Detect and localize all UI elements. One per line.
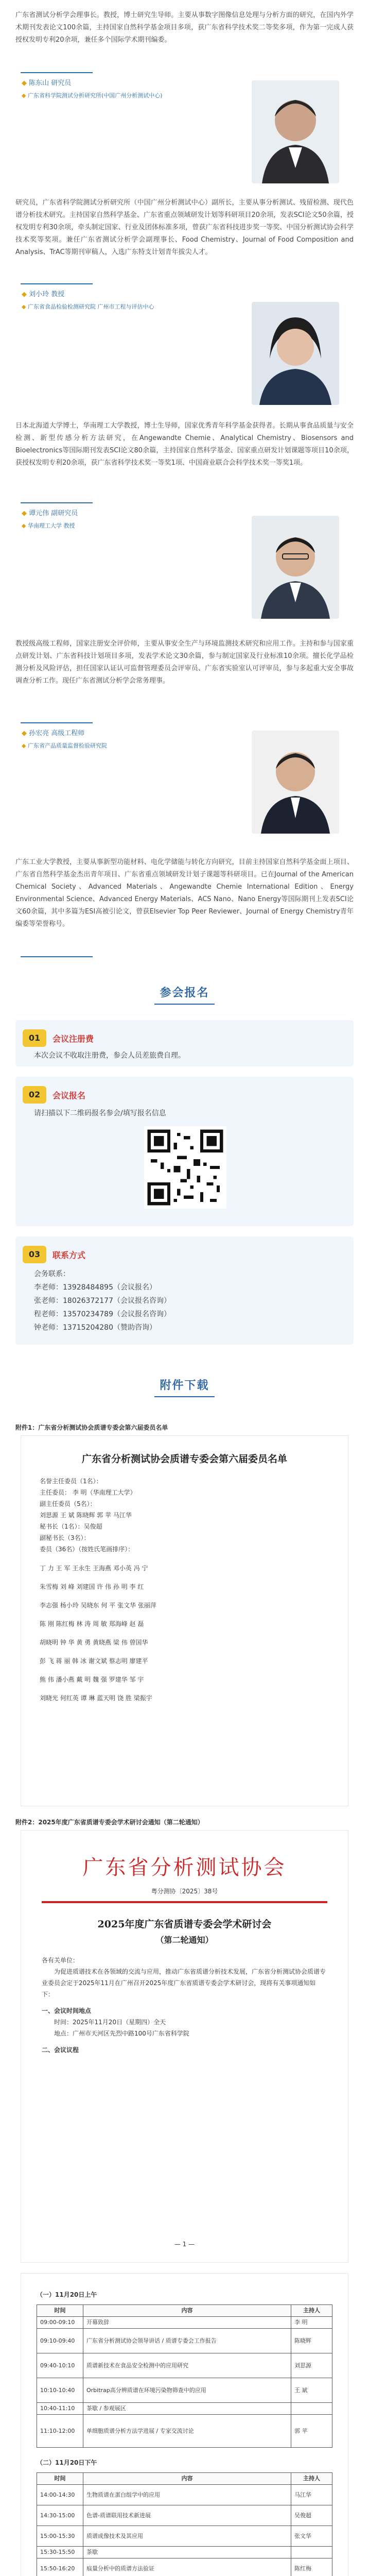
speaker-head-2 [15, 286, 354, 389]
step-number: 01 [23, 1029, 46, 1047]
agenda-header-cell: 主持人 [291, 2305, 332, 2317]
attachment-2-notice-page-2 [21, 2273, 348, 2576]
speaker-org: ◆ 广东省产品质量监督检验研究院 [22, 742, 107, 749]
speaker-block-3 [15, 420, 354, 469]
divider [21, 956, 93, 957]
step-body: 本次会议不收取注册费，参会人员差旅费自理。 [34, 1052, 185, 1060]
speaker-head-1 [15, 75, 354, 178]
document-title: 广东省分析测试协会质谱专委会第六届委员名单 [81, 1453, 287, 1465]
table-row: 10:40-11:10 茶歇 / 参观展区 [37, 2403, 332, 2415]
agenda-header-cell: 内容 [83, 2305, 291, 2317]
document-line: 秘书长（1名）：吴俊超 [40, 1523, 102, 1530]
registration-section-title: 参会报名 [160, 987, 209, 999]
document-line: 委员（36名）（按姓氏笔画排序）： [40, 1546, 134, 1553]
section-title-underline [0, 1004, 369, 1006]
document-line: 刘晓光 何红英 谭 琳 蓝天明 饶 胜 梁振宇 [40, 1694, 152, 1702]
attachments-section-title: 附件下载 [160, 1379, 209, 1392]
red-divider [42, 1901, 327, 1903]
registration-step-1 [15, 1020, 354, 1066]
contact-item: 程老师：13570234789（会议报名咨询） [34, 1310, 171, 1318]
notice-round: （第二轮通知） [155, 1935, 214, 1945]
table-row: 11:10-12:00 单细胞质谱分析方法学进展 / 专家交流讨论 郭 苹 [37, 2415, 332, 2448]
registration-step-3 [15, 1236, 354, 1345]
table-row: 15:00-15:30 质谱成像技术及其应用 张文华 [37, 2526, 332, 2547]
greeting: 各有关单位： [42, 1957, 79, 1964]
heading: 一、会议时间地点 [42, 2007, 92, 2014]
speaker-head-3 [15, 505, 354, 608]
speaker-name: ◆ 谭元伟 副研究员 [22, 510, 78, 517]
document-line: 刘思源 王 斌 陈晓辉 郭 苹 马江华 [40, 1512, 132, 1519]
agenda-header-cell: 主持人 [291, 2473, 332, 2485]
notice-title: 2025年度广东省质谱专委会学术研讨会 [97, 1919, 272, 1930]
document-number: 粤分测协〔2025〕38号 [151, 1888, 218, 1895]
table-row: 10:10-10:40 Orbitrap高分辨质谱在环境污染物筛查中的应用 王 斌 [37, 2378, 332, 2403]
speaker-bio: 广东省测试分析学会理事长。教授，博士研究生导师。主要从事数字图像信息处理与分析方面的研究，在国内外学术期刊发表论文100余篇，主持国家自然科学基金项目多项，获广东省科学技术奖二等奖多项，作为第一完成人获授权发明专利20余项，兼任多个国际学术期刊编委。 [15, 11, 354, 44]
table-row: 15:50-16:20 痕量分析中的质谱方法验证 陈红梅 [37, 2558, 332, 2576]
speaker-bio: 教授级高级工程师，国家注册安全评价师，主要从事安全生产与环境监测技术研究和应用工作。主持和参与国家重点研发计划、广东省科技计划项目多项，发表学术论文30余篇，参与制定国家及行业标准10余项。擅长化学品检测分析及风险评估，担任国家认证认可监督管理委员会评审员、广东省实验室认可评审员，参与多起重大安全事故调查分析工作。现任广东省测试分析学会常务理事。 [15, 640, 354, 685]
document-line: 丁 力 王 军 王永生 王海燕 邓小英 冯 宁 [40, 1565, 148, 1572]
diamond-icon: ◆ [22, 79, 29, 87]
contact-item: 李老师：13928484895（会议报名） [34, 1283, 156, 1292]
speaker-photo [252, 731, 339, 834]
speaker-block-4 [15, 638, 354, 687]
agenda-caption: （二）11月20日下午 [37, 2459, 97, 2466]
speaker-photo [252, 302, 339, 405]
agenda-header-cell: 时间 [37, 2305, 83, 2317]
diamond-icon: ◆ [22, 742, 28, 749]
attachment-1-caption[interactable]: 附件1：广东省分析测试协会质谱专委会第六届委员名单 [15, 1424, 168, 1431]
speaker-org: ◆ 华南理工大学 教授 [22, 522, 75, 529]
divider [21, 72, 93, 73]
heading: 二、会议议程 [42, 2046, 79, 2054]
agenda-table-morning [37, 2304, 332, 2448]
speaker-name: ◆ 孙宏亮 高级工程师 [22, 730, 85, 737]
registration-step-2 [15, 1077, 354, 1226]
paragraph: 为促进质谱技术在各领域的交流与应用，推动广东省质谱分析技术发展，广东省分析测试协会质谱专业委员会定于2025年11月在广州召开2025年度广东省质谱专委会学术研讨会，现将有关事项通知如下： [42, 1968, 326, 1998]
attachment-2-notice-page-1 [21, 1830, 348, 2263]
document-line: 彭 飞 蒋 丽 韩 冰 谢文斌 蔡志明 廖建平 [40, 1657, 148, 1665]
table-row: 14:30-15:00 色谱-质谱联用技术新进展 吴俊超 [37, 2505, 332, 2526]
speaker-block-1 [15, 9, 354, 46]
table-row: 09:40-10:10 质谱新技术在食品安全检测中的应用研究 刘思源 [37, 2353, 332, 2378]
document-line: 主任委员： 李 明（华南理工大学） [40, 1489, 136, 1496]
contact-item: 张老师：18026372177（会议报名咨询） [34, 1297, 171, 1305]
speaker-name: ◆ 陈东山 研究员 [22, 79, 72, 87]
speaker-photo [252, 80, 339, 183]
document-line: 副主任委员（5名）： [40, 1500, 96, 1507]
agenda-header-cell: 内容 [83, 2473, 291, 2485]
paragraph: 地点：广州市天河区先烈中路100号广东省科学院 [54, 2030, 189, 2037]
table-row: 09:00-09:10 开幕致辞 李 明 [37, 2317, 332, 2329]
contact-header: 会务联系： [34, 1270, 70, 1278]
step-title: 会议注册费 [52, 1034, 94, 1044]
speaker-org: ◆ 广东省科学院测试分析研究所(中国广州分析测试中心) [22, 92, 163, 99]
registration-qr-code[interactable] [144, 1126, 226, 1209]
speaker-block-2 [15, 197, 354, 259]
diamond-icon: ◆ [22, 510, 29, 517]
diamond-icon: ◆ [22, 291, 29, 298]
paragraph: 时间：2025年11月20日（星期四）全天 [54, 2019, 166, 2026]
document-line: 朱雪梅 刘 峰 刘建国 许 伟 孙 明 李 红 [40, 1583, 144, 1590]
agenda-header-cell: 时间 [37, 2473, 83, 2485]
table-row: 09:10-09:40 广东省分析测试协会领导讲话 / 质谱专委会工作报告 陈晓辉 [37, 2329, 332, 2353]
document-line: 熊 伟 潘小燕 戴 明 魏 强 罗建华 邹 宇 [40, 1676, 144, 1683]
speaker-photo [252, 516, 339, 619]
table-row: 15:30-15:50 茶歇 [37, 2547, 332, 2558]
speaker-bio: 日本北海道大学博士，华南理工大学教授，博士生导师，国家优秀青年科学基金获得者。长期从事食品质量与安全检测、新型传感分析方法研究，在Angewandte Chemie、Analytical Chemistry、Biosensors and Bioelectronics等国际期刊发表SCI论文80余篇，主持国家自然科学基金、国家重点研发计划课题等项目10余项，获授权发明专利20余项，获广东省科学技术奖一等奖1项、中国商业联合会科学技术奖一等奖1项。 [15, 422, 354, 467]
step-number: 02 [23, 1086, 46, 1104]
agenda-caption: （一）11月20日上午 [37, 2291, 97, 2298]
diamond-icon: ◆ [22, 522, 28, 529]
document-line: 李志强 杨小玲 吴晓东 何 平 张文华 张丽萍 [40, 1602, 156, 1609]
attachment-2-caption[interactable]: 附件2：2025年度广东省质谱专委会学术研讨会通知（第二轮通知） [15, 1819, 204, 1826]
divider [21, 502, 93, 503]
diamond-icon: ◆ [22, 303, 28, 310]
speaker-block-5 [15, 856, 354, 930]
page-number: — 1 — [174, 2241, 195, 2248]
contact-list [34, 1267, 335, 1334]
divider [21, 722, 93, 723]
step-title: 会议报名 [52, 1091, 86, 1100]
speaker-head-4 [15, 725, 354, 828]
section-title-underline [0, 1396, 369, 1398]
document-line: 胡晓明 钟 华 黄 勇 黄晓燕 梁 伟 曾国华 [40, 1639, 148, 1646]
diamond-icon: ◆ [22, 92, 28, 99]
speaker-name: ◆ 刘小玲 教授 [22, 291, 65, 298]
speaker-org: ◆ 广东省食品检验检测研究院 广州市工程与评估中心 [22, 303, 154, 310]
notice-red-header: 广东省分析测试协会 [82, 1856, 287, 1879]
document-line: 副秘书长（3名）： [40, 1534, 90, 1541]
step-title: 联系方式 [52, 1250, 86, 1260]
step-number: 03 [23, 1246, 46, 1263]
document-line: 陈 刚 陈红梅 林 涛 周 敏 郑海峰 赵 磊 [40, 1620, 144, 1628]
contact-item: 钟老师：13715204280（赞助咨询） [34, 1324, 156, 1332]
attachment-1-document [21, 1435, 348, 1806]
agenda-table-afternoon [37, 2472, 332, 2576]
diamond-icon: ◆ [22, 730, 29, 737]
table-row: 14:00-14:30 生物质谱在蛋白组学中的应用 马江华 [37, 2485, 332, 2505]
speaker-bio: 广东工业大学教授，主要从事新型功能材料、电化学储能与转化方向研究，目前主持国家自然科学基金面上项目、广东省自然科学基金杰出青年项目、广东省重点领域研发计划子课题等科研项目。已在Journal of the American Chemical Society、Advanced Materials、Angewandte Chemie International Edition、Energy Environmental Science、Advanced Energy Materials、ACS Nano、Nano Energy等国际期刊上发表SCI论文60余篇，其中多篇为ESI高被引论文，曾获Elsevier Top Peer Reviewer、Journal of Energy Chemistry青年编委等荣誉称号。 [15, 858, 354, 928]
speaker-bio: 研究员，广东省科学院测试分析研究所（中国广州分析测试中心）副所长，主要从事分析测试、残留检测、现代色谱分析技术研究。主持国家自然科学基金、广东省重点领域研发计划等科研项目20余项，发表SCI论文50余篇，授权发明专利30余项，牵头制定国家、行业及团体标准多项，曾获广东省科技进步奖一等奖、中国分析测试协会科学技术奖等奖项。兼任广东省测试分析学会副理事长、Food Chemistry、Journal of Food Composition and Analysis、TrAC等期刊审稿人，入选广东特支计划青年拔尖人才。 [15, 199, 354, 256]
divider [21, 283, 93, 284]
document-line: 名誉主任委员（1名）： [40, 1478, 102, 1485]
step-body: 请扫描以下二维码报名参会/填写报名信息 [34, 1109, 166, 1117]
